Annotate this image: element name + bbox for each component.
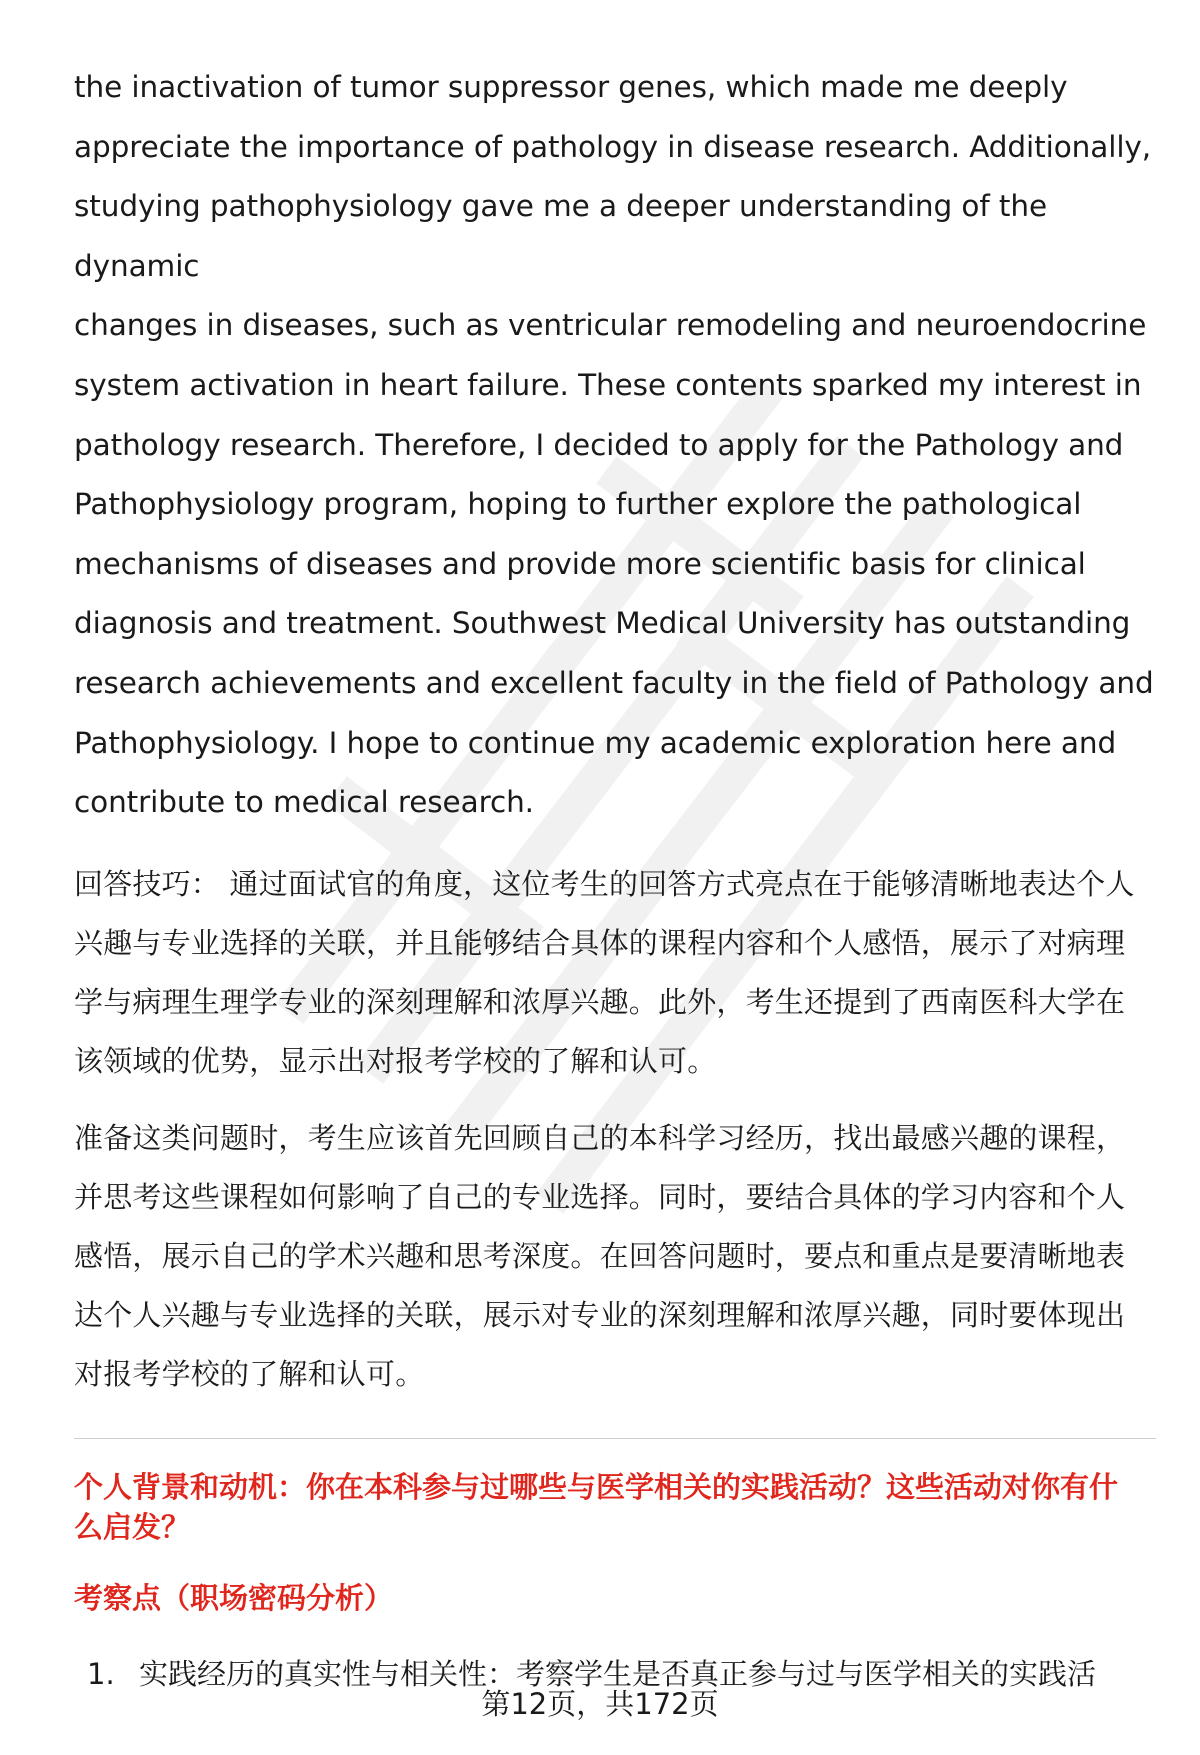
english-answer-paragraph (74, 58, 1154, 833)
assessment-points-title: 考察点（职场密码分析） (74, 1580, 394, 1615)
question-line: 个人背景和动机：你在本科参与过哪些与医学相关的实践活动？这些活动对你有什 (74, 1469, 1119, 1504)
preparation-paragraph (74, 1109, 1154, 1404)
text-line: mechanisms of diseases and provide more scientific basis for clinical (74, 546, 1086, 581)
list-item-number: 1. (87, 1656, 115, 1691)
question-line: 么启发？ (74, 1509, 191, 1544)
text-line: 达个人兴趣与专业选择的关联，展示对专业的深刻理解和浓厚兴趣，同时要体现出 (74, 1297, 1126, 1332)
text-line: appreciate the importance of pathology in disease research. Additionally, (74, 129, 1152, 164)
list-item-text: 实践经历的真实性与相关性：考察学生是否真正参与过与医学相关的实践活 (139, 1656, 1097, 1691)
text-line: 学与病理生理学专业的深刻理解和浓厚兴趣。此外，考生还提到了西南医科大学在 (74, 984, 1126, 1019)
text-line: changes in diseases, such as ventricular remodeling and neuroendocrine (74, 308, 1147, 343)
text-line: 并思考这些课程如何影响了自己的专业选择。同时，要结合具体的学习内容和个人 (74, 1179, 1126, 1214)
text-line: contribute to medical research. (74, 785, 534, 820)
page-number-footer: 第12页，共172页 (481, 1687, 719, 1721)
text-line: pathology research. Therefore, I decided to apply for the Pathology and (74, 427, 1124, 462)
text-line: 感悟，展示自己的学术兴趣和思考深度。在回答问题时，要点和重点是要清晰地表 (74, 1238, 1126, 1273)
text-line: system activation in heart failure. These contents sparked my interest in (74, 367, 1142, 402)
text-line: diagnosis and treatment. Southwest Medical University has outstanding (74, 606, 1131, 641)
text-line: research achievements and excellent faculty in the field of Pathology and (74, 665, 1154, 700)
text-line: Pathophysiology. I hope to continue my academic exploration here and (74, 725, 1117, 760)
answer-tips-paragraph (74, 855, 1154, 1091)
section-divider (74, 1438, 1156, 1439)
text-line: 兴趣与专业选择的关联，并且能够结合具体的课程内容和个人感悟，展示了对病理 (74, 925, 1126, 960)
document-page (74, 58, 1154, 1694)
text-line: studying pathophysiology gave me a deeper understanding of the dynamic (74, 189, 1047, 283)
text-line: 回答技巧： 通过面试官的角度，这位考生的回答方式亮点在于能够清晰地表达个人 (74, 866, 1135, 901)
text-line: 该领域的优势，显示出对报考学校的了解和认可。 (74, 1043, 717, 1078)
text-line: Pathophysiology program, hoping to further explore the pathological (74, 487, 1082, 522)
text-line: 准备这类问题时，考生应该首先回顾自己的本科学习经历，找出最感兴趣的课程， (74, 1120, 1126, 1155)
question-heading (74, 1467, 1154, 1547)
text-line: 对报考学校的了解和认可。 (74, 1356, 425, 1391)
text-line: the inactivation of tumor suppressor genes, which made me deeply (74, 70, 1068, 104)
